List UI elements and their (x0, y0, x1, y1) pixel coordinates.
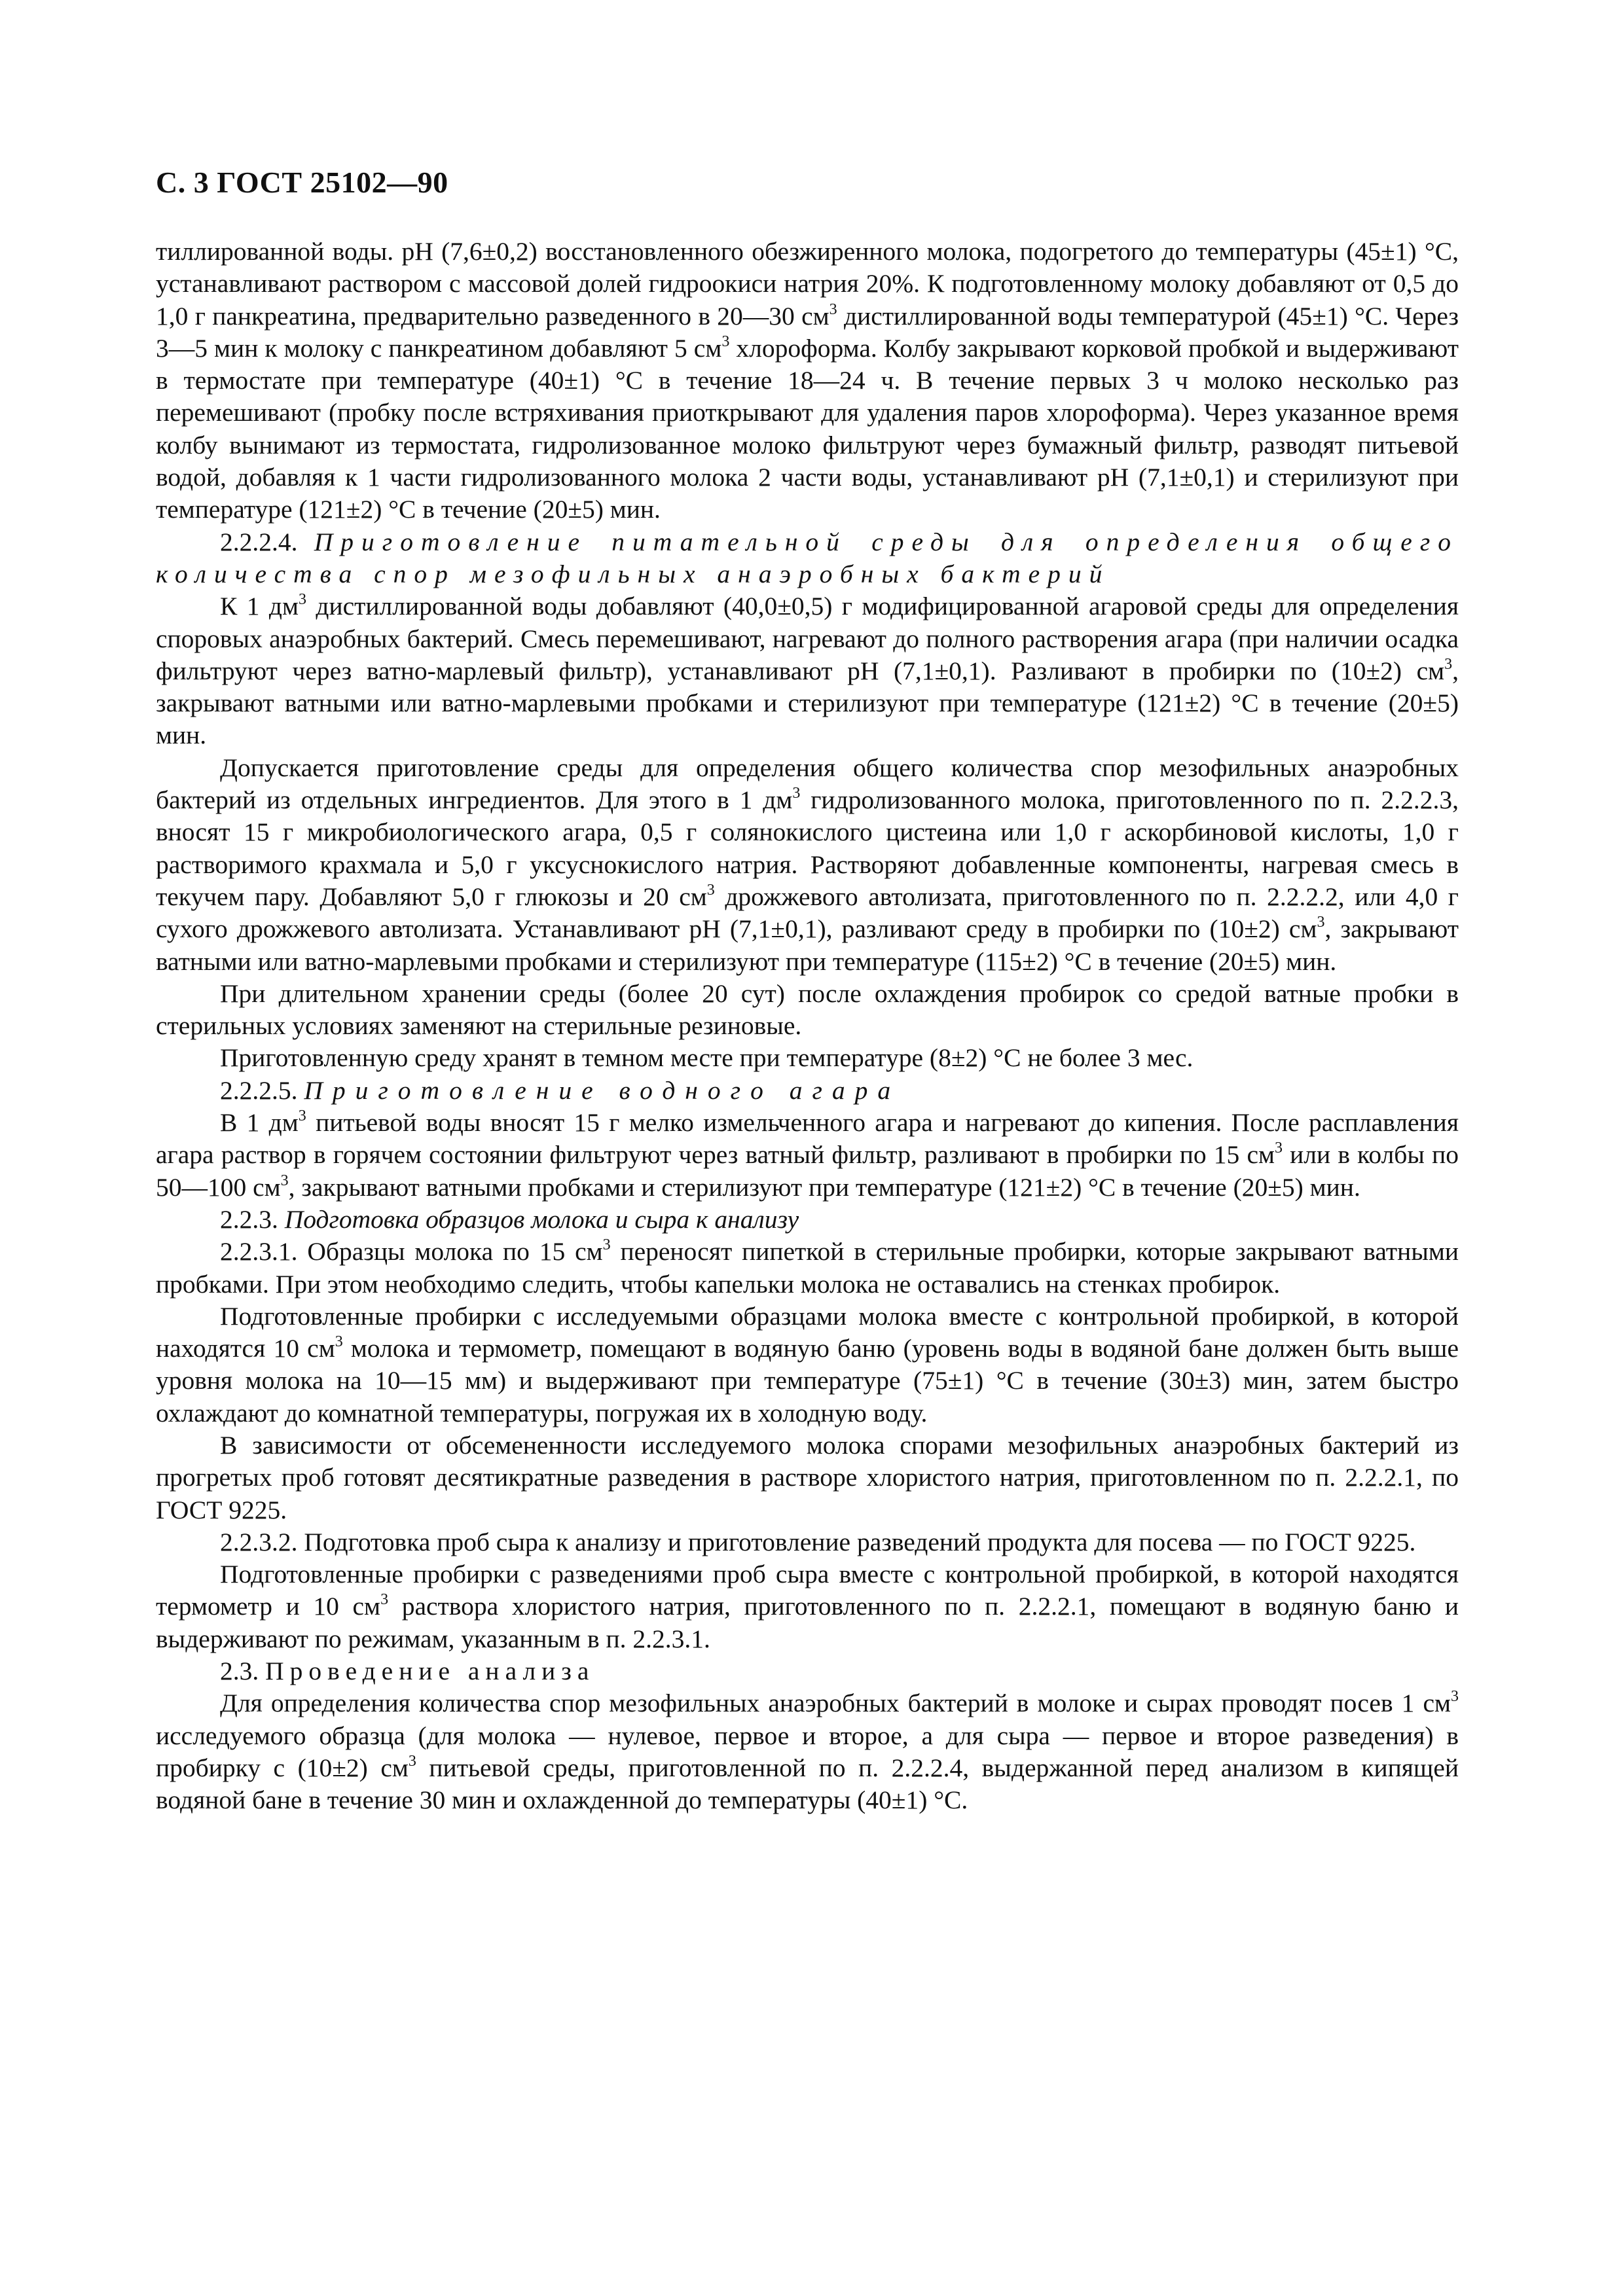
paragraph: Приготовленную среду хранят в темном месте при температуре (8±2) °С не более 3 мес. (220, 1043, 1194, 1073)
superscript: 3 (380, 1591, 389, 1609)
text-run: Допускается приготовление среды для определения общего количества спор мезофильных анаэробных бактерий из отдельных ингредиентов. Для этого в 1 дм (156, 753, 1459, 815)
superscript: 3 (1317, 914, 1325, 931)
text-run: молока и термометр, помещают в водяную баню (уровень воды в водяной бане должен быть выше уровня молока на 10—15 мм) и выдерживают при температуре (75±1) °С в течение (30±3) мин, затем быстро охлаждают до комнатной температуры, погружая их в холодную воду. (156, 1334, 1459, 1427)
superscript: 3 (1451, 1688, 1459, 1706)
superscript: 3 (298, 591, 306, 609)
paragraph (156, 1300, 1459, 1429)
text-run: , закрывают ватными или ватно-марлевыми пробками и стерилизуют при температуре (115±2) °С в течение (20±5) мин. (156, 914, 1459, 976)
text-run: дистиллированной воды температурой (45±1) °С. Через 3—5 мин к молоку с панкреатином добавляют 5 см (156, 301, 1459, 363)
text-run: Для определения количества спор мезофильных анаэробных бактерий в молоке и сырах проводят посев 1 см (220, 1689, 1451, 1718)
section-title: Подготовка образцов молока и сыра к анализу (284, 1204, 799, 1234)
section-title: Приготовление водного агара (304, 1075, 901, 1105)
text-run: хлороформа. Колбу закрывают корковой пробкой и выдерживают в термостате при температуре (40±1) °С в течение 18—24 ч. В течение первых 3 ч молоко несколько раз перемешивают (пробку после встряхивания приоткрывают для удаления паров хлороформа). Через указанное время колбу вынимают из термостата, гидролизованное молоко фильтруют через бумажный фильтр, разводят питьевой водой, добавляя к 1 части гидролизованного молока 2 части воды, устанавливают pH (7,1±0,1) и стерилизуют при температуре (121±2) °С в течение (20±5) мин. (156, 333, 1459, 524)
section-title: Проведение анализа (265, 1657, 595, 1686)
paragraph: При длительном хранении среды (более 20 сут) после охлаждения пробирок со средой ватные пробки в стерильных условиях заменяют на стерильные резиновые. (156, 978, 1459, 1041)
superscript: 3 (706, 881, 715, 899)
section-number: 2.2.3. (220, 1204, 278, 1234)
section-number: 2.2.2.5. (220, 1075, 298, 1105)
paragraph (156, 590, 1459, 751)
text-run: дрожжевого автолизата, приготовленного по п. 2.2.2.2, или 4,0 г сухого дрожжевого автолизата. Устанавливают pH (7,1±0,1), разливают среду в пробирки по (10±2) см (156, 882, 1459, 944)
text-run: , закрывают ватными или ватно-марлевыми пробками и стерилизуют при температуре (121±2) °С в течение (20±5) мин. (156, 656, 1459, 750)
superscript: 3 (602, 1236, 611, 1254)
section-heading-2225 (156, 1075, 1459, 1107)
superscript: 3 (829, 300, 837, 318)
paragraph (156, 1687, 1459, 1816)
superscript: 3 (335, 1333, 343, 1351)
text-run: или в колбы по 50—100 см (156, 1140, 1459, 1202)
superscript: 3 (408, 1752, 416, 1770)
page-header: С. 3 ГОСТ 25102—90 (156, 166, 448, 199)
text-run: питьевой среды, приготовленной по п. 2.2.2.4, выдержанной перед анализом в кипящей водяной бане в течение 30 мин и охлажденной до температуры (40±1) °С. (156, 1753, 1459, 1815)
superscript: 3 (1444, 655, 1453, 673)
text-run: , закрывают ватными пробками и стерилизуют при температуре (121±2) °С в течение (20±5) мин. (288, 1172, 1360, 1202)
text-run: тиллированной воды. pH (7,6±0,2) восстановленного обезжиренного молока, подогретого до температуры (45±1) °С, устанавливают раствором с массовой долей гидроокиси натрия 20%. К подготовленному молоку добавляют от 0,5 до 1,0 г панкреатина, предварительно разведенного в 20—30 см (156, 237, 1459, 331)
text-run: гидролизованного молока, приготовленного по п. 2.2.2.3, вносят 15 г микробиологического агара, 0,5 г солянокислого цистеина или 1,0 г аскорбиновой кислоты, 1,0 г растворимого крахмала и 5,0 г уксуснокислого натрия. Растворяют добавленные компоненты, нагревая смесь в текучем пару. Добавляют 5,0 г глюкозы и 20 см (156, 785, 1459, 911)
superscript: 3 (1274, 1139, 1283, 1157)
text-run: 2.2.3.1. Образцы молока по 15 см (220, 1237, 603, 1266)
paragraph (156, 752, 1459, 978)
text-run: дистиллированной воды добавляют (40,0±0,5) г модифицированной агаровой среды для определения споровых анаэробных бактерий. Смесь перемешивают, нагревают до полного растворения агара (при наличии осадка фильтруют через ватно-марлевый фильтр), устанавливают pH (7,1±0,1). Разливают в пробирки по (10±2) см (156, 592, 1459, 685)
document-body (156, 236, 1459, 1817)
paragraph: В зависимости от обсемененности исследуемого молока спорами мезофильных анаэробных бактерий из прогретых проб готовят десятикратные разведения в растворе хлористого натрия, приготовленном по п. 2.2.2.1, по ГОСТ 9225. (156, 1430, 1459, 1524)
paragraph: 2.2.3.2. Подготовка проб сыра к анализу и приготовление разведений продукта для посева — по ГОСТ 9225. (220, 1527, 1416, 1556)
text-run: К 1 дм (220, 592, 299, 621)
text-run: Подготовленные пробирки с разведениями проб сыра вместе с контрольной пробиркой, в которой находятся термометр и 10 см (156, 1560, 1459, 1621)
paragraph (156, 1107, 1459, 1204)
superscript: 3 (792, 785, 801, 802)
section-heading-23 (156, 1655, 1459, 1687)
paragraph (156, 1558, 1459, 1655)
paragraph (156, 1236, 1459, 1300)
superscript: 3 (721, 332, 730, 350)
section-number: 2.2.2.4. (220, 527, 298, 556)
superscript: 3 (280, 1172, 289, 1189)
superscript: 3 (298, 1107, 306, 1125)
section-number: 2.3. (220, 1657, 259, 1686)
section-heading-223 (156, 1204, 1459, 1236)
text-run: исследуемого образца (для молока — нулевое, первое и второе, а для сыра — первое и второе разведения) в пробирку с (10±2) см (156, 1721, 1459, 1782)
section-heading-2224 (156, 526, 1459, 591)
section-title: Приготовление питательной среды для определения общего количества спор мезофильных анаэробных бактерий (156, 527, 1459, 588)
paragraph (156, 236, 1459, 526)
text-run: Подготовленные пробирки с исследуемыми образцами молока вместе с контрольной пробиркой, в которой находятся 10 см (156, 1301, 1459, 1363)
text-run: питьевой воды вносят 15 г мелко измельченного агара и нагревают до кипения. После расплавления агара раствор в горячем состоянии фильтруют через ватный фильтр, разливают в пробирки по 15 см (156, 1108, 1459, 1170)
text-run: раствора хлористого натрия, приготовленного по п. 2.2.2.1, помещают в водяную баню и выдерживают по режимам, указанным в п. 2.2.3.1. (156, 1592, 1459, 1653)
text-run: В 1 дм (220, 1108, 299, 1138)
text-run: переносят пипеткой в стерильные пробирки, которые закрывают ватными пробками. При этом необходимо следить, чтобы капельки молока не оставались на стенках пробирок. (156, 1237, 1459, 1299)
